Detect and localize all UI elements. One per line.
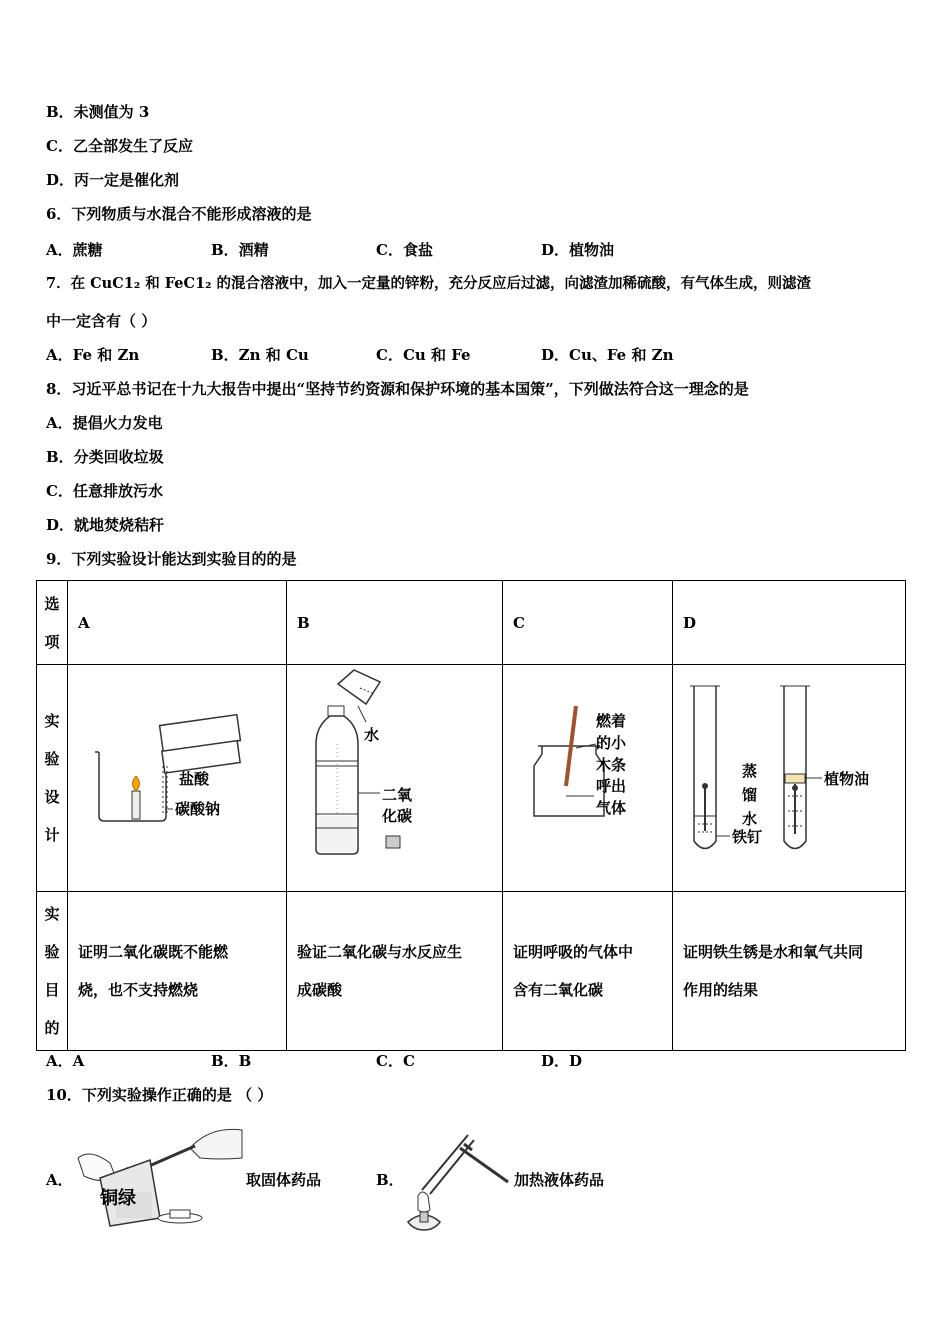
q9-option-a: A．A (46, 1052, 85, 1070)
q9-table (36, 580, 906, 1051)
q9-purpose-a (68, 892, 287, 1051)
q9-header-row (37, 581, 906, 665)
test-tubes-diagram (674, 666, 904, 886)
q9-design-row (37, 665, 906, 892)
q8-option-d: D．就地焚烧秸秆 (46, 516, 165, 534)
q9-purpose-row (37, 892, 906, 1051)
label-char: 实 (44, 712, 60, 730)
q5-option-c: C．乙全部发生了反应 (46, 137, 193, 155)
purpose-line: 含有二氧化碳 (513, 981, 604, 999)
q7-option-a: A．Fe 和 Zn (46, 346, 140, 364)
purpose-line: 证明二氧化碳既不能燃 (78, 943, 229, 961)
q8-option-b: B．分类回收垃圾 (46, 448, 164, 466)
q7-stem-line1: 7．在 CuC1₂ 和 FeC1₂ 的混合溶液中，加入一定量的锌粉，充分反应后过滤，向滤渣加稀硫酸，有气体生成，则滤渣 (46, 275, 812, 292)
q10-option-b-label: B． (376, 1171, 404, 1189)
label-carbon-dioxide-1: 二氧 (382, 786, 413, 804)
label-iron-nail: 铁钉 (732, 828, 763, 846)
q5-option-d: D．丙一定是催化剂 (46, 171, 180, 189)
q10-option-a-label: A． (46, 1171, 73, 1189)
bottle-diagram (288, 666, 501, 886)
q9-design-label (37, 665, 68, 892)
q9-diagram-c (503, 665, 673, 892)
purpose-line: 验证二氧化碳与水反应生 (297, 943, 463, 961)
q7-option-d: D．Cu、Fe 和 Zn (541, 346, 674, 364)
q7-stem-line2: 中一定含有（ ） (46, 312, 157, 330)
label-burning-1: 燃着 (596, 712, 627, 730)
q9-stem: 9．下列实验设计能达到实验目的的是 (46, 550, 297, 568)
purpose-line: 证明铁生锈是水和氧气共同 (683, 943, 864, 961)
beaker-candle-diagram (69, 666, 285, 886)
heating-test-tube-illustration (400, 1130, 515, 1235)
label-char: 目 (44, 981, 60, 999)
q9-diagram-b (287, 665, 503, 892)
label-distilled-2: 馏 (742, 786, 758, 804)
label-char: 验 (44, 943, 60, 961)
q7-option-b: B．Zn 和 Cu (211, 346, 309, 364)
q6-option-a: A．蔗糖 (46, 241, 103, 259)
label-char: 计 (44, 826, 60, 844)
label-vegetable-oil: 植物油 (824, 770, 870, 788)
q9-col-a-header: A (68, 581, 287, 665)
q9-option-b: B．B (211, 1052, 252, 1070)
purpose-line: 证明呼吸的气体中 (513, 943, 634, 961)
q9-purpose-d (673, 892, 906, 1051)
label-distilled-3: 水 (742, 810, 758, 828)
q10-option-b-image (400, 1130, 515, 1235)
q9-purpose-c (503, 892, 673, 1051)
jar-wooden-stick-diagram (504, 666, 671, 886)
purpose-line: 成碳酸 (297, 981, 343, 999)
q6-option-c: C．食盐 (376, 241, 433, 259)
q10-option-b-text: 加热液体药品 (514, 1171, 605, 1189)
q8-option-a: A．提倡火力发电 (46, 414, 163, 432)
q5-option-b: B．未测值为 3 (46, 103, 150, 121)
q10-stem: 10．下列实验操作正确的是 （ ） (46, 1086, 273, 1104)
q9-purpose-label (37, 892, 68, 1051)
label-sodium-carbonate: 碳酸钠 (175, 800, 221, 818)
label-char: 验 (44, 750, 60, 768)
spoon-taking-solid-illustration (70, 1118, 245, 1228)
label-exhaled-1: 呼出 (596, 777, 627, 795)
q10-option-a-text: 取固体药品 (246, 1171, 322, 1189)
label-burning-3: 木条 (596, 756, 627, 774)
purpose-line: 作用的结果 (683, 981, 759, 999)
label-burning-2: 的小 (596, 734, 627, 752)
q9-col-d-header: D (673, 581, 906, 665)
q8-stem: 8．习近平总书记在十九大报告中提出“坚持节约资源和保护环境的基本国策”，下列做法符合这一理念的是 (46, 380, 749, 398)
q7-option-c: C．Cu 和 Fe (376, 346, 471, 364)
label-char: 的 (44, 1019, 60, 1037)
q9-col-b-header: B (287, 581, 503, 665)
q6-option-b: B．酒精 (211, 241, 269, 259)
label-char: 设 (44, 788, 60, 806)
label-exhaled-2: 气体 (596, 799, 627, 817)
label-char: 实 (44, 905, 60, 923)
label-hydrochloric-acid: 盐酸 (179, 770, 210, 788)
q9-header-option-cell (37, 581, 68, 665)
q6-option-d: D．植物油 (541, 241, 615, 259)
q9-header-char: 项 (44, 632, 60, 651)
label-basic-copper-carbonate: 铜绿 (100, 1188, 136, 1209)
q8-option-c: C．任意排放污水 (46, 482, 163, 500)
label-water: 水 (364, 726, 380, 744)
label-distilled-1: 蒸 (742, 762, 758, 780)
q9-purpose-b (287, 892, 503, 1051)
q9-diagram-d (673, 665, 906, 892)
q9-col-c-header: C (503, 581, 673, 665)
label-carbon-dioxide-2: 化碳 (382, 807, 413, 825)
q9-header-char: 选 (44, 594, 60, 613)
q9-option-d: D．D (541, 1052, 583, 1070)
q6-stem: 6．下列物质与水混合不能形成溶液的是 (46, 205, 312, 223)
q10-option-a-image (70, 1118, 245, 1228)
q9-diagram-a (68, 665, 287, 892)
q9-option-c: C．C (376, 1052, 415, 1070)
purpose-line: 烧，也不支持燃烧 (78, 981, 199, 999)
